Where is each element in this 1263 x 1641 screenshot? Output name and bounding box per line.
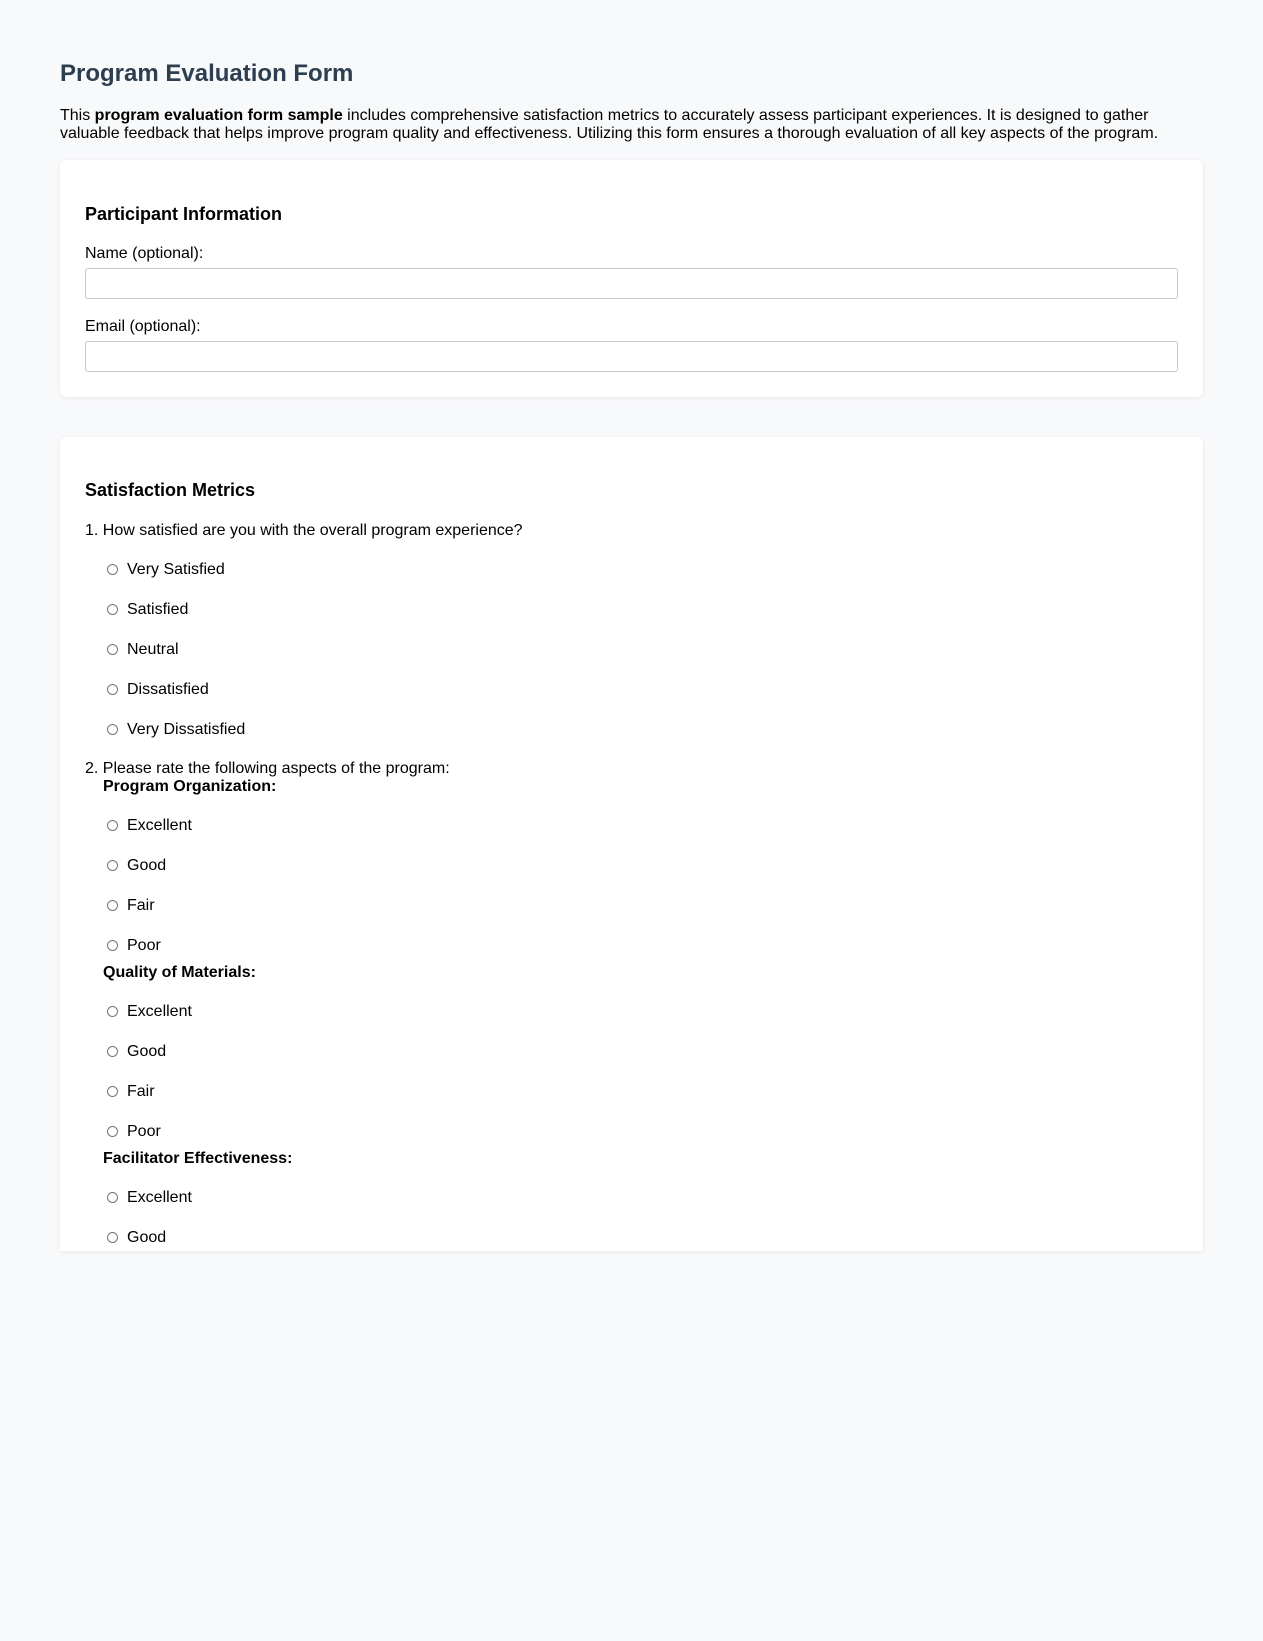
radio-button[interactable] <box>107 1192 118 1203</box>
q1-option-very-satisfied[interactable]: Very Satisfied <box>107 560 225 580</box>
participant-section-title: Participant Information <box>85 204 283 224</box>
radio-button[interactable] <box>107 1046 118 1057</box>
organization-option-good[interactable]: Good <box>107 856 166 876</box>
q1-option-neutral[interactable]: Neutral <box>107 640 179 660</box>
radio-button[interactable] <box>107 940 118 951</box>
materials-option-poor[interactable]: Poor <box>107 1122 161 1142</box>
radio-button[interactable] <box>107 564 118 575</box>
materials-option-good[interactable]: Good <box>107 1042 166 1062</box>
organization-option-poor[interactable]: Poor <box>107 936 161 956</box>
name-input[interactable] <box>85 268 1178 299</box>
intro-prefix: This <box>60 107 95 124</box>
metrics-section-title: Satisfaction Metrics <box>85 480 256 500</box>
email-input[interactable] <box>85 341 1178 372</box>
name-label: Name (optional): <box>85 245 204 262</box>
aspect-quality-materials-label: Quality of Materials: <box>103 964 256 981</box>
page-intro <box>60 107 1203 143</box>
radio-button[interactable] <box>107 604 118 615</box>
radio-button[interactable] <box>107 1126 118 1137</box>
organization-option-excellent[interactable]: Excellent <box>107 816 192 836</box>
question-1: 1. How satisfied are you with the overall program experience? <box>85 522 523 539</box>
radio-button[interactable] <box>107 1086 118 1097</box>
facilitator-option-excellent[interactable]: Excellent <box>107 1188 192 1208</box>
satisfaction-metrics-card <box>60 437 1203 1251</box>
question-2: 2. Please rate the following aspects of the program: <box>85 760 450 777</box>
intro-suffix: includes comprehensive satisfaction metrics to accurately assess participant experiences. It is designed to gather valuable feedback that helps improve program quality and effectiveness. Utilizing this form ensures a thorough evaluation of all key aspects of the program. <box>60 107 1159 142</box>
facilitator-option-good[interactable]: Good <box>107 1228 166 1248</box>
radio-button[interactable] <box>107 1232 118 1243</box>
radio-button[interactable] <box>107 860 118 871</box>
intro-bold: program evaluation form sample <box>94 107 343 124</box>
email-label: Email (optional): <box>85 318 201 335</box>
radio-button[interactable] <box>107 684 118 695</box>
radio-button[interactable] <box>107 900 118 911</box>
participant-info-card <box>60 160 1203 397</box>
q1-option-very-dissatisfied[interactable]: Very Dissatisfied <box>107 720 245 740</box>
page-title: Program Evaluation Form <box>60 60 354 87</box>
radio-button[interactable] <box>107 644 118 655</box>
radio-button[interactable] <box>107 820 118 831</box>
organization-option-fair[interactable]: Fair <box>107 896 155 916</box>
q1-option-dissatisfied[interactable]: Dissatisfied <box>107 680 209 700</box>
q1-option-satisfied[interactable]: Satisfied <box>107 600 188 620</box>
materials-option-fair[interactable]: Fair <box>107 1082 155 1102</box>
radio-button[interactable] <box>107 1006 118 1017</box>
radio-button[interactable] <box>107 724 118 735</box>
materials-option-excellent[interactable]: Excellent <box>107 1002 192 1022</box>
aspect-facilitator-effectiveness-label: Facilitator Effectiveness: <box>103 1150 293 1167</box>
aspect-program-organization-label: Program Organization: <box>103 778 277 795</box>
